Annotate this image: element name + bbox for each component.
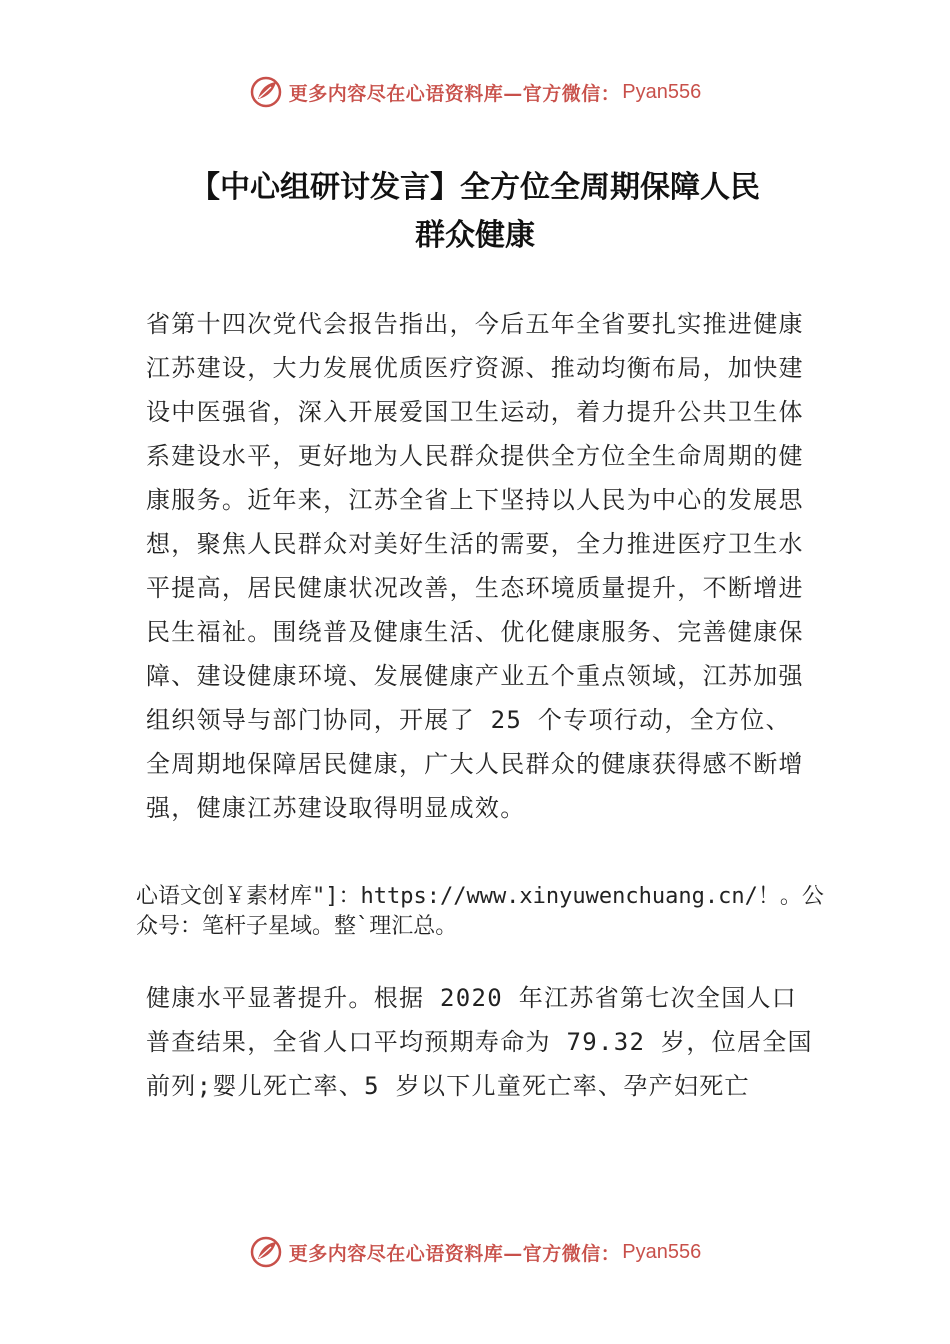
footer-banner-text: 更多内容尽在心语资料库—官方微信： [288, 1242, 621, 1265]
header-watermark-banner [0, 72, 950, 112]
body-paragraph-2: 健康水平显著提升。根据 2020 年江苏省第七次全国人口普查结果，全省人口平均预期寿命为 79.32 岁，位居全国前列;婴儿死亡率、5 岁以下儿童死亡率、孕产妇死亡 [146, 984, 813, 1100]
leaf-seal-logo-icon [249, 1235, 283, 1269]
inserted-watermark-text: 心语文创￥素材库"]：https://www.xinyuwenchuang.cn/！。公众号：笔杆子星域。整`理汇总。 [136, 884, 824, 939]
body-paragraph-1: 省第十四次党代会报告指出，今后五年全省要扎实推进健康江苏建设，大力发展优质医疗资源、推动均衡布局，加快建设中医强省，深入开展爱国卫生运动，着力提升公共卫生体系建设水平，更好地为人民群众提供全方位全生命周期的健康服务。近年来，江苏全省上下坚持以人民为中心的发展思想，聚焦人民群众对美好生活的需要，全力推进医疗卫生水平提高，居民健康状况改善，生态环境质量提升，不断增进民生福祉。围绕普及健康生活、优化健康服务、完善健康保障、建设健康环境、发展健康产业五个重点领域，江苏加强组织领导与部门协同，开展了 25 个专项行动，全方位、全周期地保障居民健康，广大人民群众的健康获得感不断增强，健康江苏建设取得明显成效。 [146, 310, 804, 822]
title-line-1: 【中心组研讨发言】全方位全周期保障人民 [190, 170, 760, 205]
banner-wechat-handle: Pyan556 [622, 80, 702, 103]
banner-text: 更多内容尽在心语资料库—官方微信： [288, 82, 621, 105]
footer-watermark-banner [0, 1232, 950, 1272]
leaf-seal-logo-icon [249, 75, 283, 109]
document-title [100, 164, 850, 260]
footer-banner-wechat-handle: Pyan556 [622, 1240, 702, 1263]
title-line-2: 群众健康 [415, 218, 535, 253]
